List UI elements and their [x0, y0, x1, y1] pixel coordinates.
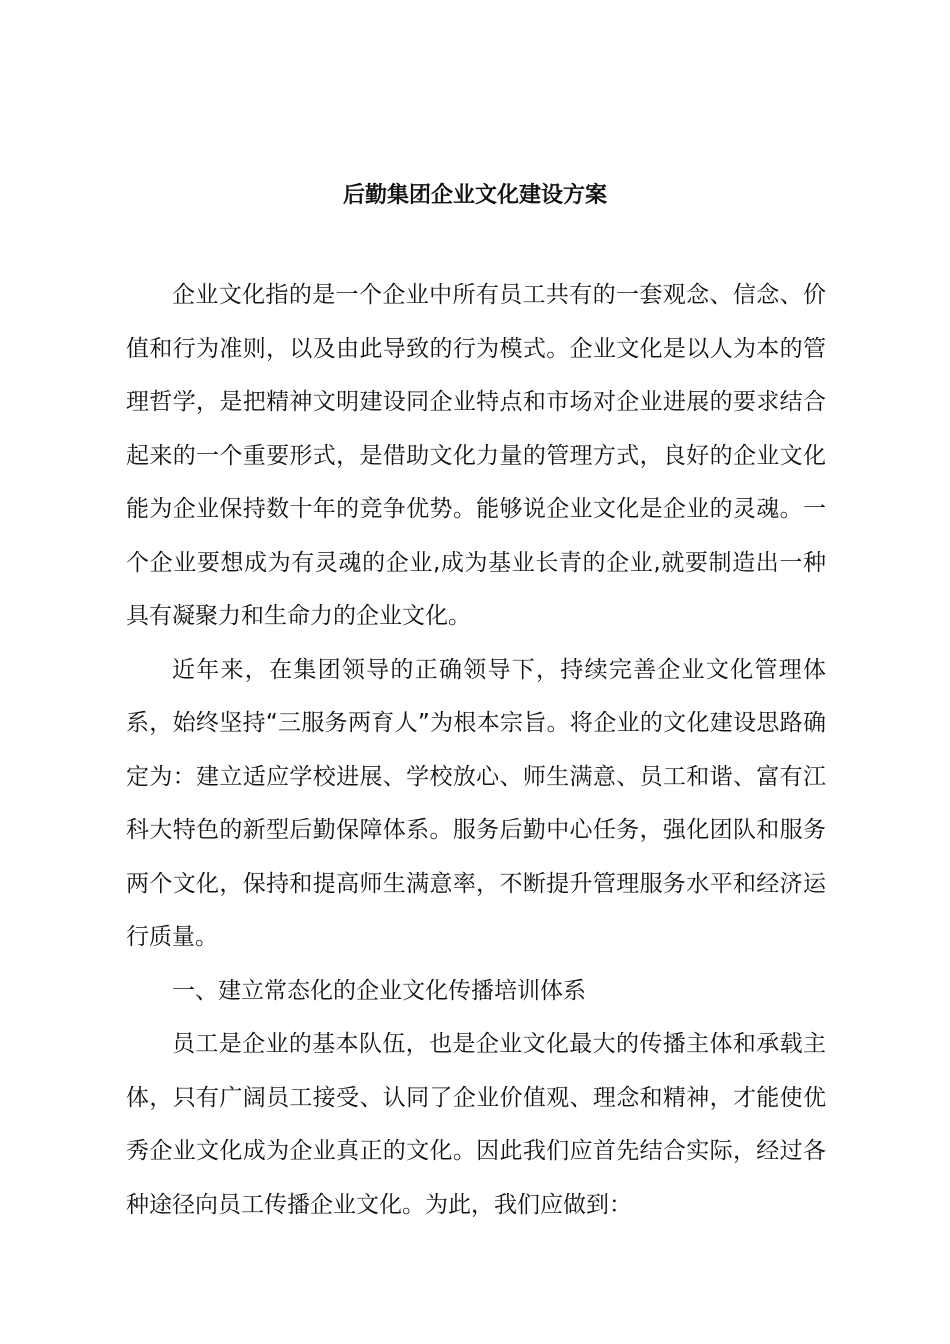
paragraph-3: 员工是企业的基本队伍，也是企业文化最大的传播主体和承载主体，只有广阔员工接受、认同了企业价值观、理念和精神，才能使优秀企业文化成为企业真正的文化。因此我们应首先结合实际，经过各种途径向员工传播企业文化。为此，我们应做到： — [126, 1031, 826, 1218]
section-heading-1: 一、建立常态化的企业文化传播培训体系 — [172, 977, 586, 1004]
document-title: 后勤集团企业文化建设方案 — [342, 183, 607, 208]
paragraph-2: 近年来，在集团领导的正确领导下，持续完善企业文化管理体系，始终坚持“三服务两育人”为根本宗旨。将企业的文化建设思路确定为：建立适应学校进展、学校放心、师生满意、员工和谐、富有江科大特色的新型后勤保障体系。服务后勤中心任务，强化团队和服务两个文化，保持和提高师生满意率，不断提升管理服务水平和经济运行质量。 — [126, 656, 826, 950]
document-body — [126, 269, 826, 1232]
paragraph-1: 企业文化指的是一个企业中所有员工共有的一套观念、信念、价值和行为准则，以及由此导致的行为模式。企业文化是以人为本的管理哲学，是把精神文明建设同企业特点和市场对企业进展的要求结合起来的一个重要形式，是借助文化力量的管理方式，良好的企业文化能为企业保持数十年的竞争优势。能够说企业文化是企业的灵魂。一个企业要想成为有灵魂的企业,成为基业长青的企业,就要制造出一种具有凝聚力和生命力的企业文化。 — [126, 282, 826, 629]
